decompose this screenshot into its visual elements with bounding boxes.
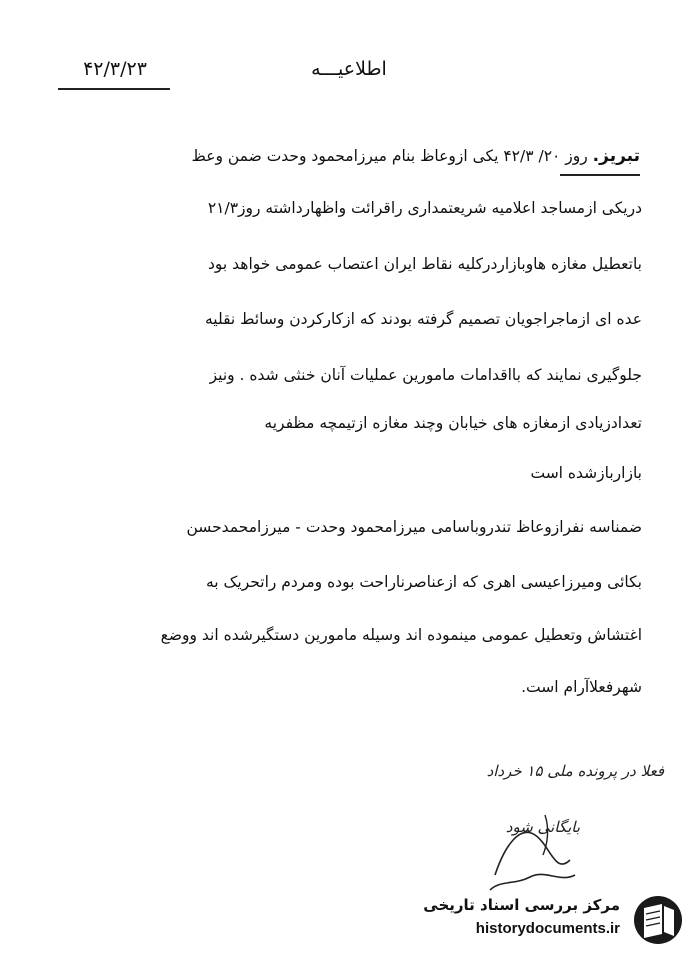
document-title: اطلاعیـــه: [311, 58, 387, 80]
date-underline: [58, 88, 170, 90]
handwritten-archive-note: بایگانی شود: [505, 818, 580, 836]
body-line-7: بازاربازشده است: [530, 464, 642, 482]
body-line-1-text: روز ۲۰/ ۴۲/۳ یکی ازوعاظ بنام میرزامحمود وحدت ضمن وعظ: [191, 147, 588, 165]
body-line-10: اغتشاش وتعطیل عمومی مینموده اند وسیله مامورین دستگیرشده اند ووضع: [160, 626, 642, 644]
body-line-8: ضمناسه نفرازوعاظ تندروباسامی میرزامحمود وحدت - میرزامحمدحسن: [186, 518, 642, 536]
archive-logo-icon: [632, 894, 684, 946]
city-name: تبریز.: [592, 146, 640, 166]
body-line-1: [191, 145, 640, 167]
signature-scribble: [475, 805, 585, 895]
document-date: ۴۲/۳/۲۳: [83, 58, 147, 80]
body-line-6: تعدادزیادی ازمغازه های خیابان وچند مغازه ازتیمچه مظفریه: [264, 414, 642, 432]
body-line-3: باتعطیل مغازه هاوبازاردرکلیه نقاط ایران اعتصاب عمومی خواهد بود: [208, 255, 642, 273]
handwritten-note: فعلا در پرونده ملی ۱۵ خرداد: [486, 762, 664, 780]
body-line-5: جلوگیری نمایند که بااقدامات مامورین عملیات آنان خنثی شده . ونیز: [209, 366, 642, 384]
body-line-11: شهرفعلاآرام است.: [521, 678, 642, 696]
body-line-2: دریکی ازمساجد اعلامیه شریعتمداری راقرائت واظهارداشته روز۲۱/۳: [207, 199, 642, 217]
watermark-url: historydocuments.ir: [475, 920, 620, 937]
city-underline: [560, 174, 640, 176]
watermark-name: مرکز بررسی اسناد تاریخی: [423, 896, 620, 914]
body-line-9: بکائی ومیرزاعیسی اهری که ازعناصرناراحت بوده ومردم راتحریک به: [205, 573, 642, 591]
archive-watermark: [420, 892, 690, 948]
body-line-4: عده ای ازماجراجویان تصمیم گرفته بودند که ازکارکردن وسائط نقلیه: [204, 310, 642, 328]
